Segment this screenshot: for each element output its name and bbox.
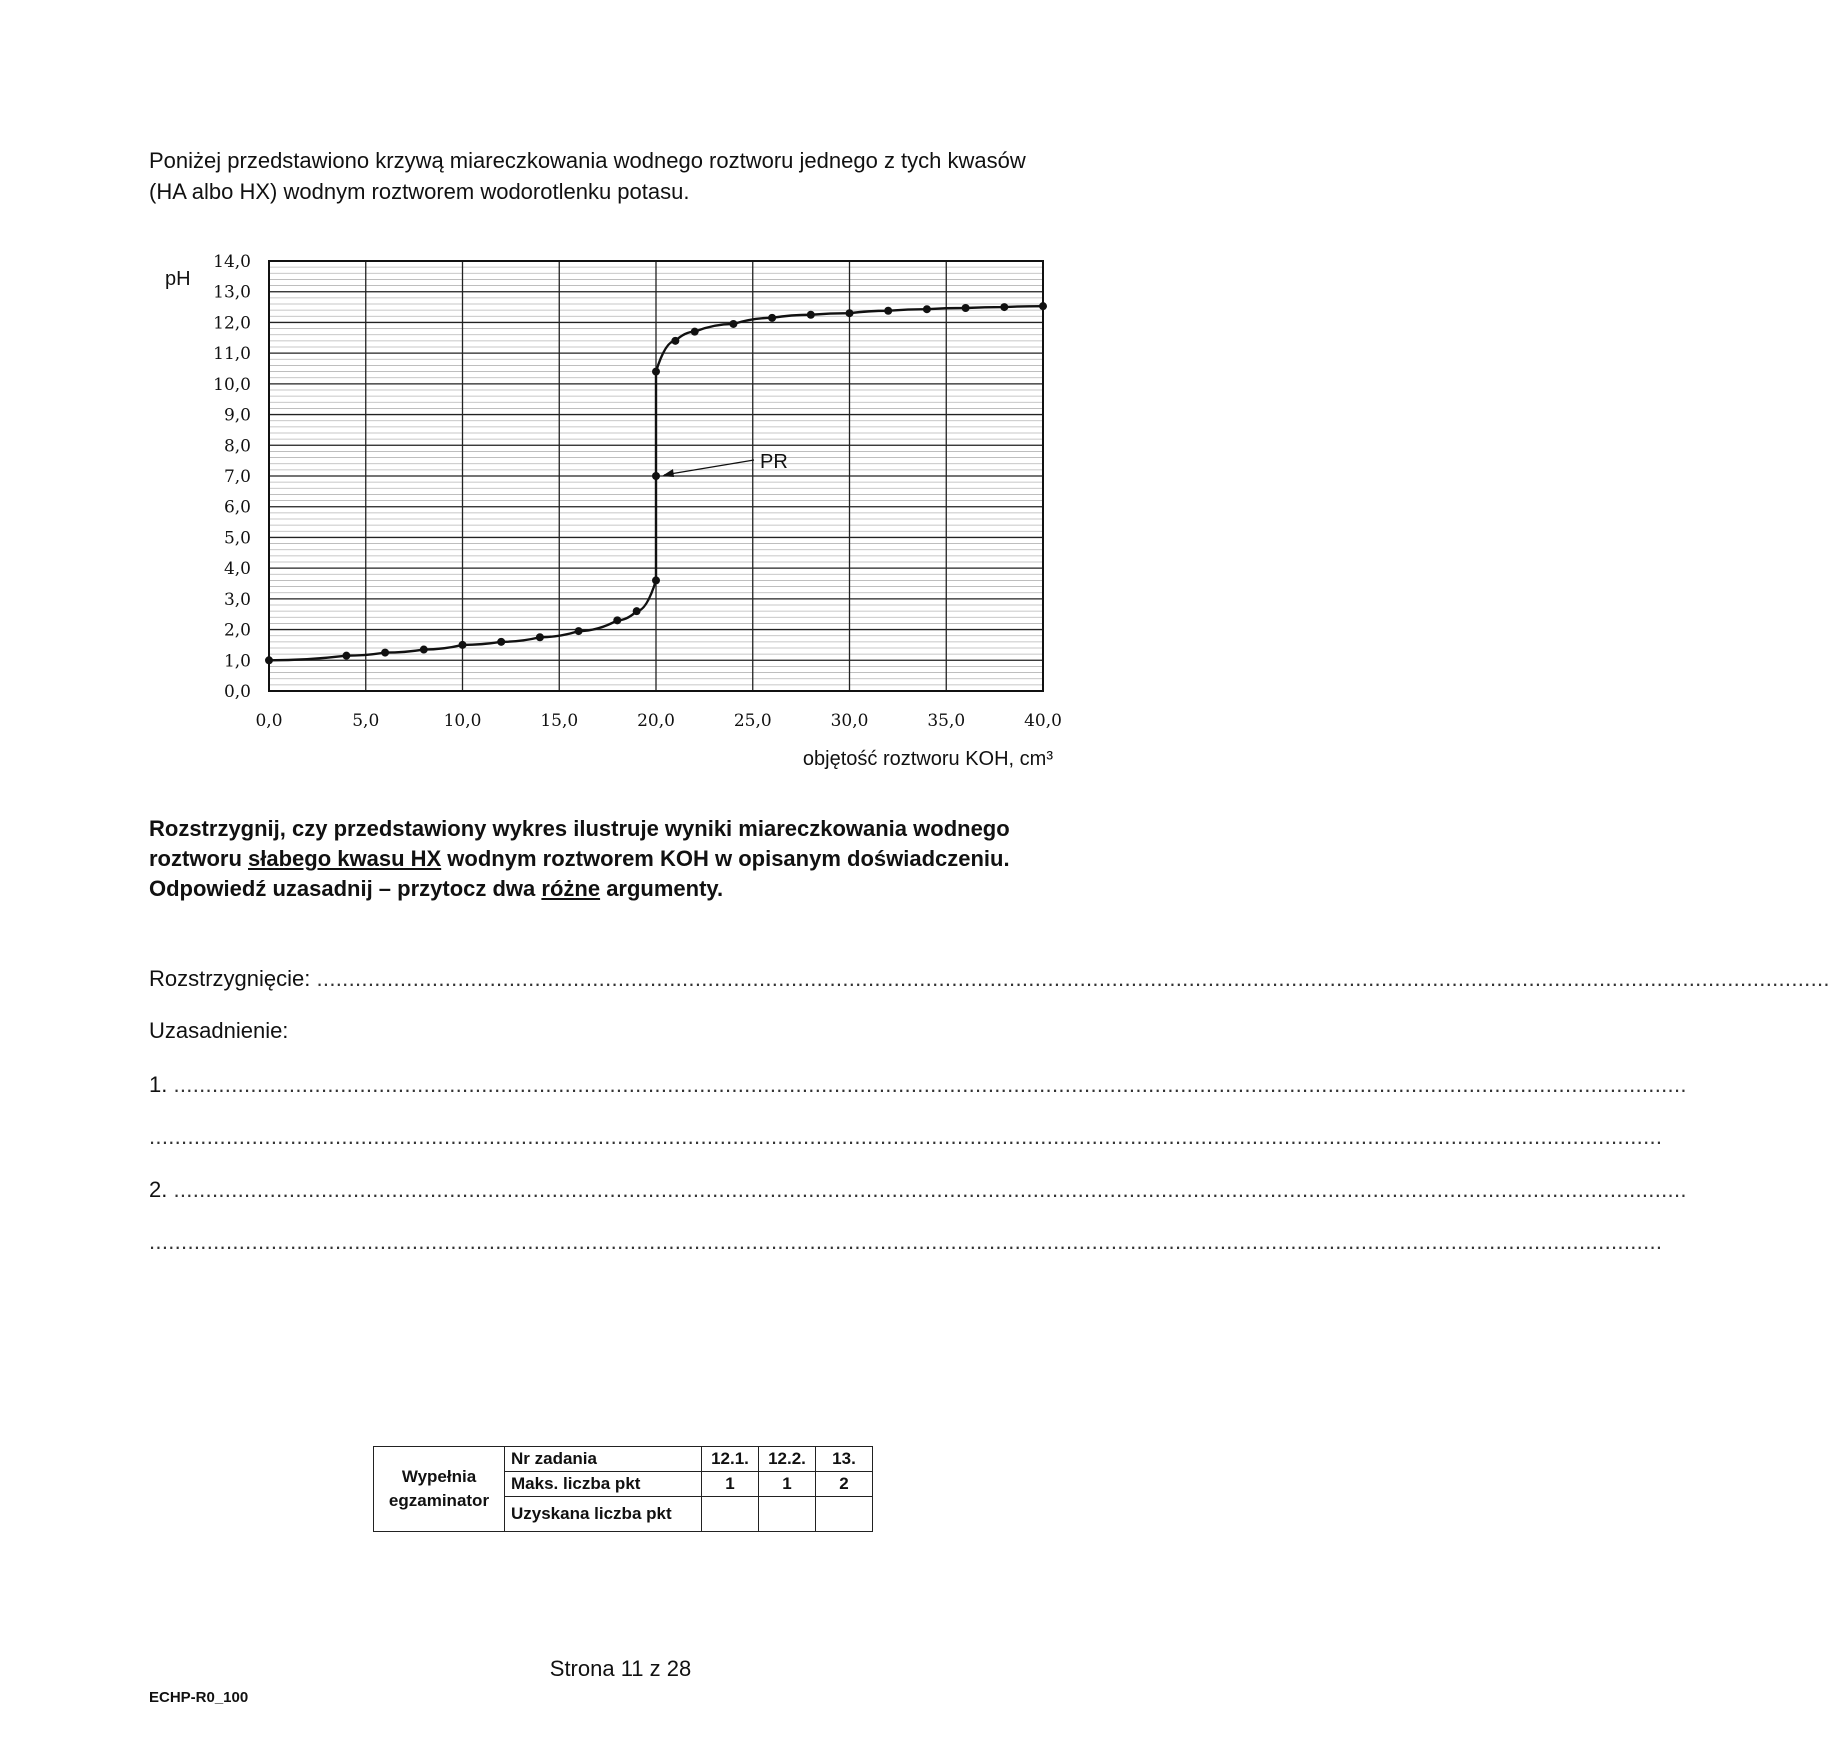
examiner-table — [373, 1446, 873, 1532]
examiner-label-line-2: egzaminator — [388, 1491, 490, 1510]
justification-line-2[interactable] — [149, 1177, 1687, 1203]
data-point — [807, 311, 815, 319]
page-number: Strona 11 z 28 — [549, 1656, 692, 1681]
intro-line-2: (HA albo HX) wodnym roztworem wodorotlenku potasu. — [149, 179, 690, 204]
data-point — [342, 652, 350, 660]
task-number-cell: 13. — [816, 1447, 873, 1472]
justification-line-1-cont[interactable] — [149, 1124, 1663, 1150]
justification-line-2-cont[interactable] — [149, 1229, 1663, 1255]
data-point — [671, 337, 679, 345]
task-number-cell: 12.1. — [702, 1447, 759, 1472]
task-line-2-start: roztworu — [149, 846, 248, 871]
x-tick-label: 35,0 — [927, 711, 966, 731]
data-point — [1000, 303, 1008, 311]
data-point — [652, 368, 660, 376]
task-instruction — [149, 814, 1099, 904]
intro-text — [149, 145, 1099, 207]
answer-dots: ............................................................................................................................................................................................................................................ — [173, 1177, 1687, 1202]
justification-label: Uzasadnienie: — [149, 1018, 289, 1043]
obtained-points-cell[interactable] — [759, 1497, 816, 1532]
y-axis-label: pH — [165, 268, 191, 290]
task-line-1: Rozstrzygnij, czy przedstawiony wykres ilustruje wyniki miareczkowania wodnego — [149, 816, 1010, 841]
x-tick-label: 10,0 — [443, 711, 482, 731]
data-point — [420, 646, 428, 654]
data-point — [691, 328, 699, 336]
task-line-3-end: argumenty. — [600, 876, 724, 901]
x-tick-label: 15,0 — [540, 711, 579, 731]
examiner-label — [374, 1447, 505, 1532]
data-point — [575, 627, 583, 635]
answer-dots: ............................................................................................................................................................................................................................................ — [173, 1072, 1687, 1097]
x-tick-labels — [255, 711, 1061, 731]
data-point — [497, 638, 505, 646]
answer-dots: ............................................................................................................................................................................................................................................ — [149, 1124, 1663, 1149]
y-tick-labels — [213, 252, 251, 702]
task-number-cell: 12.2. — [759, 1447, 816, 1472]
data-point — [923, 305, 931, 313]
data-point — [381, 649, 389, 657]
task-line-3-start: Odpowiedź uzasadnij – przytocz dwa — [149, 876, 542, 901]
exam-code: ECHP-R0_100 — [149, 1689, 249, 1706]
answer-dots: ............................................................................................................................................................................................................................................ — [316, 966, 1830, 991]
data-point — [768, 314, 776, 322]
y-tick-label: 11,0 — [213, 344, 251, 365]
y-tick-label: 7,0 — [223, 467, 251, 487]
task-line-3 — [149, 874, 1099, 904]
y-tick-label: 14,0 — [213, 252, 251, 272]
max-points-cell: 1 — [702, 1472, 759, 1497]
y-tick-label: 1,0 — [223, 651, 251, 672]
x-tick-label: 5,0 — [352, 711, 380, 731]
task-line-2-end: wodnym roztworem KOH w opisanym doświadczeniu. — [441, 846, 1010, 871]
data-point — [265, 656, 273, 664]
pr-label: PR — [760, 451, 788, 473]
y-tick-label: 5,0 — [223, 528, 251, 549]
task-underlined-acid: słabego kwasu HX — [248, 846, 442, 871]
justification-line-1[interactable] — [149, 1072, 1687, 1098]
intro-line-1: Poniżej przedstawiono krzywą miareczkowania wodnego roztworu jednego z tych kwasów — [149, 148, 1026, 173]
max-points-cell: 1 — [759, 1472, 816, 1497]
y-tick-label: 8,0 — [223, 436, 251, 457]
data-point — [652, 472, 660, 480]
max-points-cell: 2 — [816, 1472, 873, 1497]
titration-chart — [150, 240, 1080, 780]
task-underlined-different: różne — [541, 876, 601, 901]
task-line-2 — [149, 844, 1099, 874]
x-tick-label: 25,0 — [733, 711, 772, 731]
y-tick-label: 3,0 — [223, 589, 251, 610]
y-tick-label: 9,0 — [223, 405, 251, 426]
y-tick-label: 4,0 — [223, 559, 251, 580]
obtained-points-cell[interactable] — [702, 1497, 759, 1532]
obtained-points-label: Uzyskana liczba pkt — [505, 1497, 702, 1532]
data-point — [459, 641, 467, 649]
data-point — [729, 320, 737, 328]
item-number-2: 2. — [149, 1177, 168, 1202]
decision-answer-line[interactable] — [149, 966, 1830, 992]
x-tick-label: 40,0 — [1024, 711, 1062, 731]
y-tick-label: 6,0 — [223, 497, 251, 518]
answer-dots: ............................................................................................................................................................................................................................................ — [149, 1229, 1663, 1254]
x-tick-label: 20,0 — [637, 711, 675, 731]
data-point — [884, 307, 892, 315]
y-tick-label: 10,0 — [213, 374, 251, 395]
task-number-label: Nr zadania — [505, 1447, 702, 1472]
decision-label: Rozstrzygnięcie: — [149, 966, 311, 991]
pr-arrow-line — [664, 460, 754, 475]
data-point — [846, 309, 854, 317]
examiner-label-line-1: Wypełnia — [401, 1467, 477, 1486]
obtained-points-cell[interactable] — [816, 1497, 873, 1532]
y-tick-label: 2,0 — [223, 620, 251, 641]
data-point — [652, 576, 660, 584]
item-number-1: 1. — [149, 1072, 168, 1097]
x-tick-label: 30,0 — [830, 711, 869, 731]
x-tick-label: 0,0 — [255, 711, 283, 731]
data-point — [633, 607, 641, 615]
data-point — [613, 616, 621, 624]
y-tick-label: 13,0 — [213, 282, 251, 303]
data-point — [1039, 302, 1047, 310]
data-point — [536, 633, 544, 641]
y-tick-label: 0,0 — [223, 682, 251, 702]
x-axis-label: objętość roztworu KOH, cm³ — [802, 748, 1053, 770]
data-point — [962, 304, 970, 312]
y-tick-label: 12,0 — [213, 313, 251, 334]
max-points-label: Maks. liczba pkt — [505, 1472, 702, 1497]
